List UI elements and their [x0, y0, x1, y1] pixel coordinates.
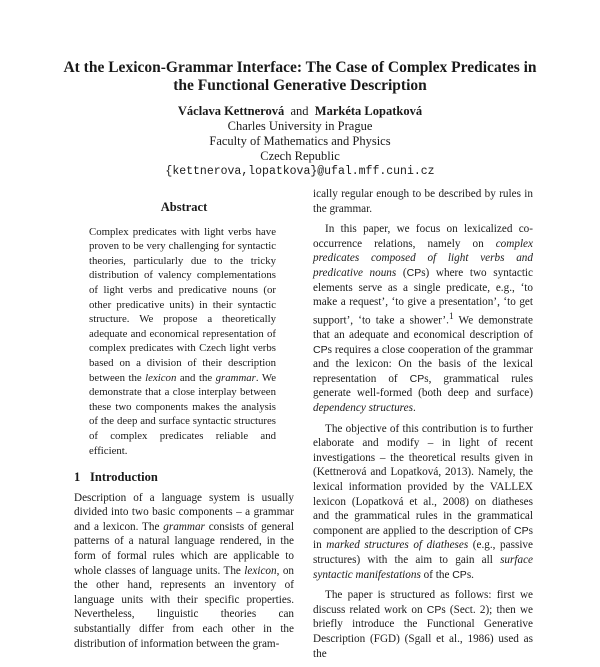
- author-names: [60, 104, 540, 119]
- cp-abbrev: CP: [452, 568, 467, 581]
- affiliation-1: Charles University in Prague: [227, 119, 373, 133]
- author-1: Václava Kettnerová: [177, 104, 285, 118]
- continued-paragraph: ically regular enough to be described by rules in the grammar.: [313, 188, 533, 215]
- p3-text-b: s in: [313, 524, 533, 552]
- intro-text-b: consists of general patterns of a natural language rendered, in the form of formal rules which are applicable to whole classes of language units. The: [74, 520, 294, 577]
- title-line-2: the Functional Generative Description: [173, 77, 427, 94]
- p2-text-g: .: [412, 402, 416, 415]
- cp-abbrev: CP: [514, 524, 529, 537]
- author-and: and: [290, 104, 309, 118]
- abstract-text-1: Complex predicates with light verbs have proven to be very challenging for syntactic theories, particularly due to the tricky distribution of valency complementations of light verbs and predicative nouns (or other predicative units) in their syntactic structure. We propose a theoretically adequate and economical representation of complex predicates with Czech light verbs based on a division of their description between the: [89, 225, 276, 384]
- abstract-text: [89, 225, 276, 459]
- paragraph-cps: [313, 222, 533, 415]
- title-line-1: At the Lexicon-Grammar Interface: The Case of Complex Predicates in: [63, 59, 537, 76]
- cp-abbrev: CP: [426, 603, 442, 616]
- author-2: Markéta Lopatková: [314, 104, 423, 118]
- paragraph-structure: [313, 588, 533, 661]
- intro-text-c: , on the other hand, represents an inventory of language units with their specific properties. Nevertheless, linguistic theories can substantially differ from each other in the distribution of information between the gram-: [74, 564, 294, 650]
- section-title: Introduction: [90, 470, 158, 485]
- paragraph-objective: [313, 422, 533, 583]
- abstract-and-the: and the: [176, 371, 216, 384]
- p3-text-a: The objective of this contribution is to further elaborate and modify – in light of recent investigations – the theoretical results given in (Kettnerová and Lopatková, 2013). Namely, the lexical information provided by the VALLEX lexicon (Lopatková et al., 2008) on diatheses and the grammatical rules in the grammatical component are applied to the description of: [313, 422, 533, 537]
- p2-text-a: In this paper, we focus on lexicalized co-occurrence relations, namely on: [313, 223, 533, 250]
- abstract-lexicon: lexicon: [145, 371, 177, 384]
- section-heading-introduction: [74, 470, 294, 485]
- p2-text-f: s, grammatical rules generate well-formed (both deep and surface): [313, 372, 533, 400]
- footnote-mark[interactable]: 1: [448, 311, 454, 322]
- left-column: [74, 200, 294, 657]
- author-block: [60, 104, 540, 179]
- intro-grammar: grammar: [163, 520, 205, 533]
- affiliation-3: Czech Republic: [260, 149, 340, 163]
- intro-paragraph: [74, 491, 294, 652]
- paper-title: [60, 59, 540, 95]
- p2-text-d: We demonstrate that an adequate and economical description of: [313, 314, 533, 342]
- p4-text-a: The paper is structured as follows: first we discuss related work on: [313, 589, 533, 616]
- abstract-grammar: grammar: [215, 371, 256, 384]
- author-email: {kettnerova,lopatkova}@ufal.mff.cuni.cz: [165, 165, 435, 178]
- p3-italic-2: surface syntactic manifestations: [313, 553, 533, 581]
- p3-italic: marked structures of diatheses: [326, 539, 469, 552]
- section-number: 1: [74, 470, 81, 485]
- p2-text-e: s requires a close cooperation of the grammar and the lexicon: On the basis of the lexical representation of: [313, 343, 533, 385]
- p2-italic-2: dependency structures: [313, 402, 413, 415]
- p2-italic: complex predicates composed of light verbs and predicative nouns: [313, 237, 533, 279]
- p4-text-b: s (Sect. 2); then we briefly introduce the Functional Generative Description (FGD) (Sgall et al., 1986) used as the: [313, 603, 533, 660]
- abstract-text-2: . We demonstrate that a close interplay between these two components makes the analysis of the deep and surface syntactic structures of complex predicates reliable and efficient.: [89, 371, 276, 457]
- affiliation-2: Faculty of Mathematics and Physics: [209, 134, 391, 148]
- p2-text-c: s) where two syntactic elements serve as a single predicate, e.g., ‘to make a request’, ‘to give a presentation’, ‘to get support’, ‘to take a shower’.: [313, 266, 534, 327]
- intro-lexicon: lexicon: [244, 564, 277, 577]
- cp-abbrev: CP: [313, 343, 328, 356]
- cp-abbrev: CP: [406, 266, 422, 279]
- p2-text-b: (: [396, 266, 407, 279]
- right-column: [313, 187, 533, 667]
- p3-text-e: s.: [466, 568, 474, 581]
- p3-text-c: (e.g., passive structures) with the aim to gain all: [313, 539, 533, 566]
- p3-text-d: of the: [420, 568, 453, 581]
- abstract-heading: Abstract: [160, 200, 208, 214]
- intro-text-a: Description of a language system is usually divided into two basic components – a grammar and a lexicon. The: [74, 491, 294, 533]
- cp-abbrev: CP: [409, 372, 425, 385]
